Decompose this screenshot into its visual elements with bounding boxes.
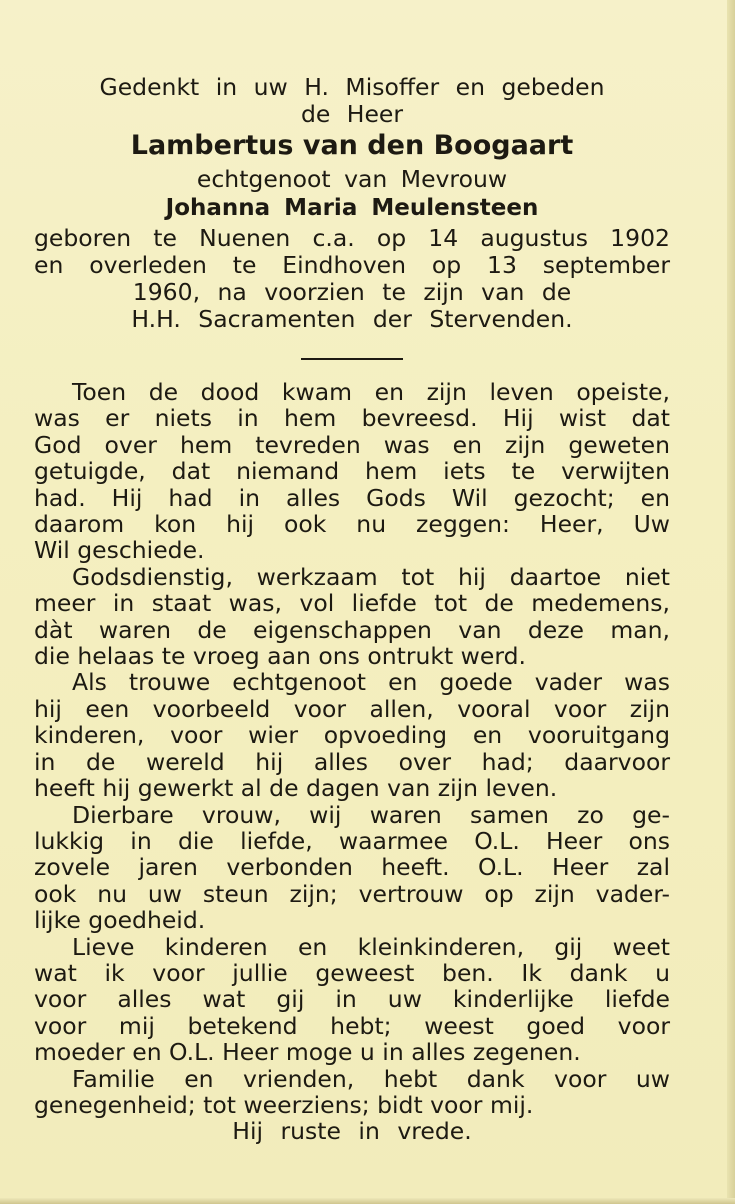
paragraph-line: heeft hij gewerkt al de dagen van zijn leven. — [34, 774, 558, 803]
paragraph-line: ook nu uw steun zijn; vertrouw op zijn vader- — [34, 879, 670, 908]
paragraph-line: daarom kon hij ook nu zeggen: Heer, Uw — [34, 510, 670, 539]
paragraph-line: meer in staat was, vol liefde tot de medemens, — [34, 589, 670, 618]
spouse-intro: echtgenoot van Mevrouw — [196, 165, 508, 193]
paragraph-line: lijke goedheid. — [34, 906, 206, 935]
spouse-name: Johanna Maria Meulensteen — [165, 195, 539, 221]
paragraph-line: Lieve kinderen en kleinkinderen, gij weet — [72, 932, 670, 961]
paragraph-line: Familie en vrienden, hebt dank voor uw — [72, 1064, 670, 1093]
paragraph-line: moeder en O.L. Heer moge u in alles zegenen. — [34, 1038, 581, 1067]
paragraph-line: voor alles wat gij in uw kinderlijke liefde — [34, 985, 670, 1014]
paragraph-line: God over hem tevreden was en zijn geweten — [34, 430, 670, 459]
paragraph-line: was er niets in hem bevreesd. Hij wist dat — [34, 404, 670, 433]
paragraph-line: hij een voorbeeld voor allen, vooral voor zijn — [34, 694, 670, 723]
paragraph-line: wat ik voor jullie geweest ben. Ik dank u — [34, 958, 670, 987]
details-line: geboren te Nuenen c.a. op 14 augustus 1902 — [34, 224, 670, 252]
deceased-name: Lambertus van den Boogaart — [130, 130, 574, 161]
divider-rule — [301, 358, 403, 360]
heading-line-2: de Heer — [300, 100, 404, 128]
paragraph-line: genegenheid; tot weerziens; bidt voor mij. — [34, 1090, 534, 1119]
body-paragraph — [34, 1066, 670, 1119]
details-line: en overleden te Eindhoven op 13 september — [34, 251, 670, 279]
paragraph-line: voor mij betekend hebt; weest goed voor — [34, 1011, 670, 1040]
details-line: 1960, na voorzien te zijn van de — [132, 278, 572, 306]
paragraph-line: zovele jaren verbonden heeft. O.L. Heer zal — [34, 853, 670, 882]
paragraph-line: Wil geschiede. — [34, 536, 205, 565]
paragraph-line: Toen de dood kwam en zijn leven opeiste, — [72, 378, 670, 406]
paragraph-line: had. Hij had in alles Gods Wil gezocht; en — [34, 483, 670, 512]
card-content — [34, 74, 670, 1145]
paragraph-line: in de wereld hij alles over had; daarvoor — [34, 747, 670, 776]
heading-line-1: Gedenkt in uw H. Misoffer en gebeden — [99, 73, 605, 101]
paragraph-line: getuigde, dat niemand hem iets te verwijten — [34, 457, 670, 486]
paragraph-line: Godsdienstig, werkzaam tot hij daartoe niet — [72, 562, 670, 591]
body-paragraph — [34, 802, 670, 934]
body-paragraph — [34, 934, 670, 1066]
paragraph-line: die helaas te vroeg aan ons ontrukt werd. — [34, 642, 526, 671]
body-paragraph — [34, 669, 670, 801]
body-paragraph — [34, 379, 670, 564]
card-edge-bottom — [0, 1198, 735, 1204]
memorial-heading — [34, 74, 670, 128]
paragraph-line: dàt waren de eigenschappen van deze man, — [34, 615, 670, 644]
memorial-text — [34, 379, 670, 1118]
card-edge-right — [727, 0, 735, 1204]
paragraph-line: kinderen, voor wier opvoeding en vooruitgang — [34, 721, 670, 750]
closing-line: Hij ruste in vrede. — [232, 1117, 472, 1146]
paragraph-line: Dierbare vrouw, wij waren samen zo ge- — [72, 800, 670, 829]
paragraph-line: Als trouwe echtgenoot en goede vader was — [72, 668, 670, 697]
details-line: H.H. Sacramenten der Stervenden. — [131, 305, 573, 333]
paragraph-line: lukkig in die liefde, waarmee O.L. Heer ons — [34, 826, 670, 855]
body-paragraph — [34, 564, 670, 670]
life-details — [34, 225, 670, 333]
